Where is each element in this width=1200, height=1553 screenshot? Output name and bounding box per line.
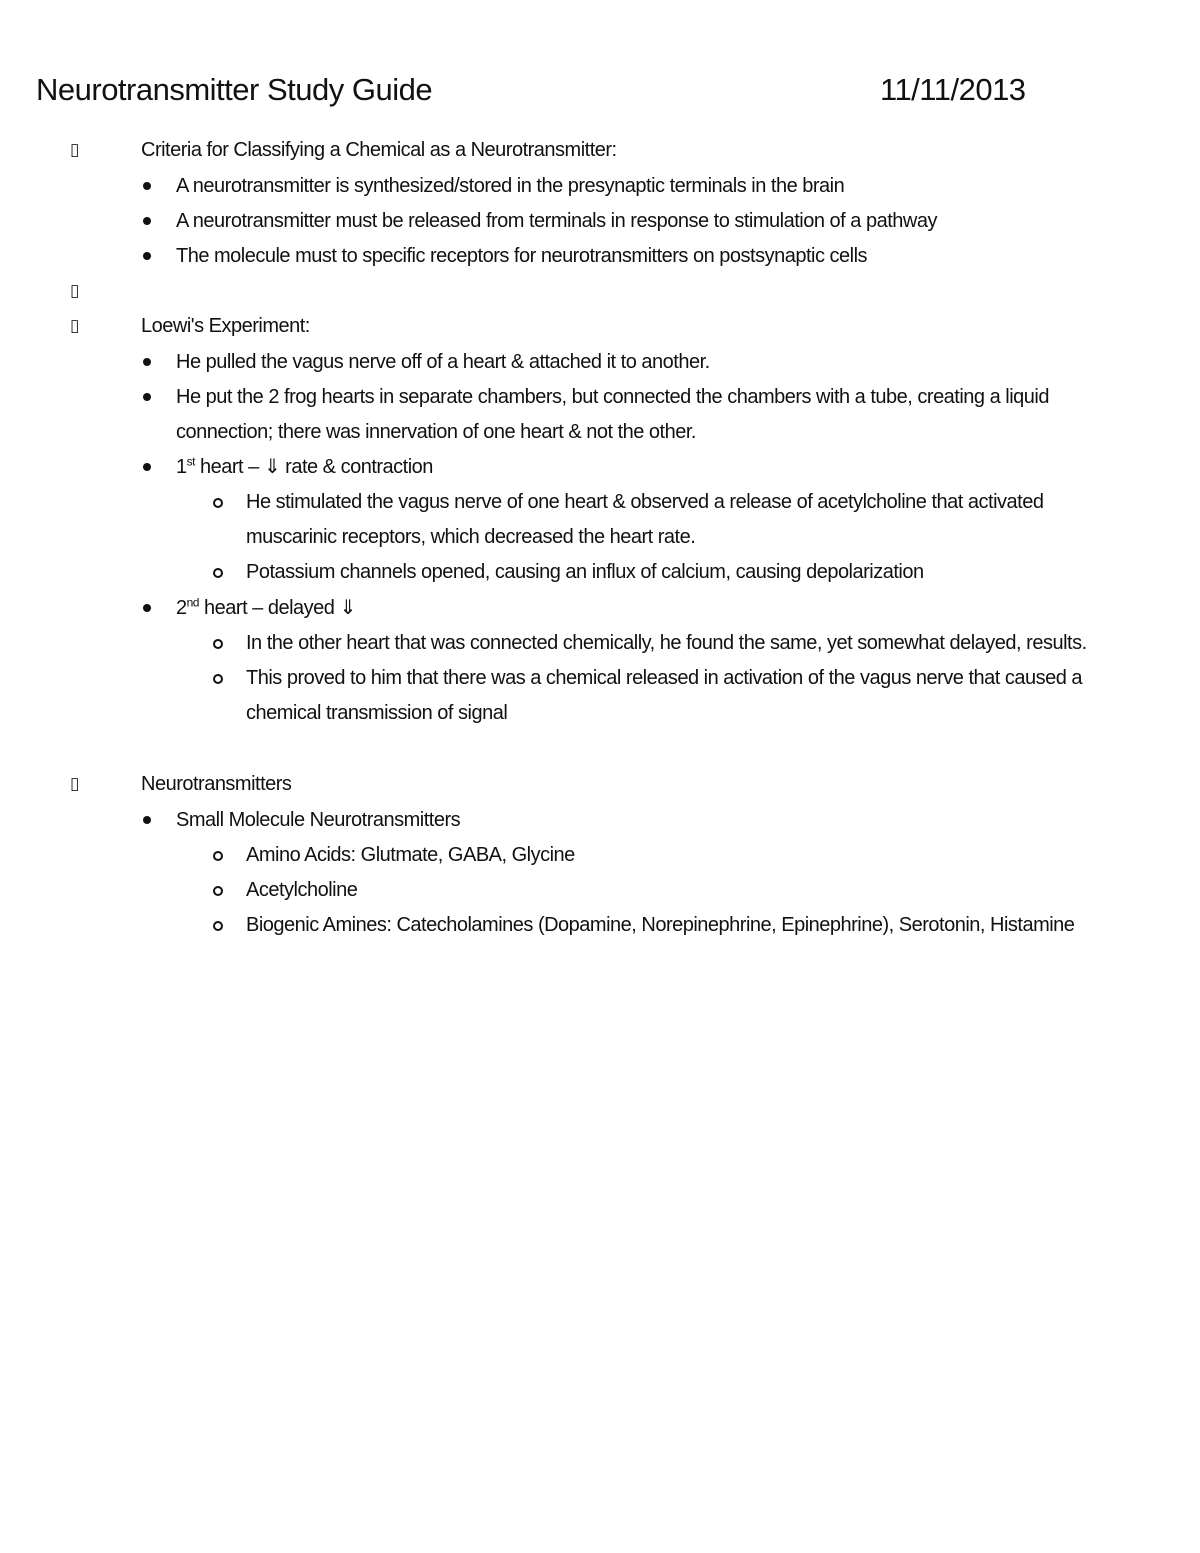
disc-bullet-icon [143,463,151,471]
section-heading-neurotransmitters: Neurotransmitters [141,773,292,795]
box-bullet-icon: ▯ [70,281,80,301]
ordinal-suffix: st [186,454,195,469]
disc-bullet-icon [143,393,151,401]
sub-list-item: Potassium channels opened, causing an influx of calcium, causing depolarization [246,561,924,583]
circle-bullet-icon [213,498,223,508]
section-heading-loewi: Loewi's Experiment: [141,315,310,337]
circle-bullet-icon [213,921,223,931]
list-item [176,455,433,479]
ordinal-suffix: nd [186,595,199,610]
ordinal-number: 1 [176,456,187,478]
sub-list-item: He stimulated the vagus nerve of one heart & observed a release of acetylcholine that activated [246,491,1044,513]
disc-bullet-icon [143,217,151,225]
sub-list-item: Amino Acids: Glutmate, GABA, Glycine [246,844,575,866]
sub-list-item: This proved to him that there was a chemical released in activation of the vagus nerve that caused a [246,667,1083,689]
list-item: A neurotransmitter must be released from terminals in response to stimulation of a pathway [176,210,937,232]
list-item: A neurotransmitter is synthesized/stored in the presynaptic terminals in the brain [176,175,845,197]
list-item: Small Molecule Neurotransmitters [176,809,461,831]
circle-bullet-icon [213,639,223,649]
sub-list-item: Acetylcholine [246,879,358,901]
circle-bullet-icon [213,568,223,578]
list-item [176,596,356,620]
list-item: The molecule must to specific receptors for neurotransmitters on postsynaptic cells [176,245,868,267]
disc-bullet-icon [143,604,151,612]
list-item-text: heart – delayed ⇓ [198,597,356,619]
box-bullet-icon: ▯ [70,316,80,336]
circle-bullet-icon [213,851,223,861]
page-title: Neurotransmitter Study Guide [36,72,433,107]
circle-bullet-icon [213,886,223,896]
sub-list-item: Biogenic Amines: Catecholamines (Dopamine, Norepinephrine, Epinephrine), Serotonin, Histamine [246,914,1075,936]
disc-bullet-icon [143,182,151,190]
list-item: He pulled the vagus nerve off of a heart & attached it to another. [176,351,710,373]
box-bullet-icon: ▯ [70,140,80,160]
circle-bullet-icon [213,674,223,684]
box-bullet-icon: ▯ [70,774,80,794]
list-item: He put the 2 frog hearts in separate chambers, but connected the chambers with a tube, creating a liquid [176,386,1049,408]
disc-bullet-icon [143,358,151,366]
disc-bullet-icon [143,816,151,824]
sub-list-item: In the other heart that was connected chemically, he found the same, yet somewhat delayed, results. [246,632,1087,654]
sub-list-item-continuation: chemical transmission of signal [246,702,508,724]
list-item-text: heart – ⇓ rate & contraction [194,456,433,478]
list-item-continuation: connection; there was innervation of one heart & not the other. [176,421,696,443]
disc-bullet-icon [143,252,151,260]
ordinal-number: 2 [176,597,187,619]
sub-list-item-continuation: muscarinic receptors, which decreased the heart rate. [246,526,696,548]
page-date: 11/11/2013 [880,72,1026,107]
section-heading-criteria: Criteria for Classifying a Chemical as a Neurotransmitter: [141,139,617,161]
